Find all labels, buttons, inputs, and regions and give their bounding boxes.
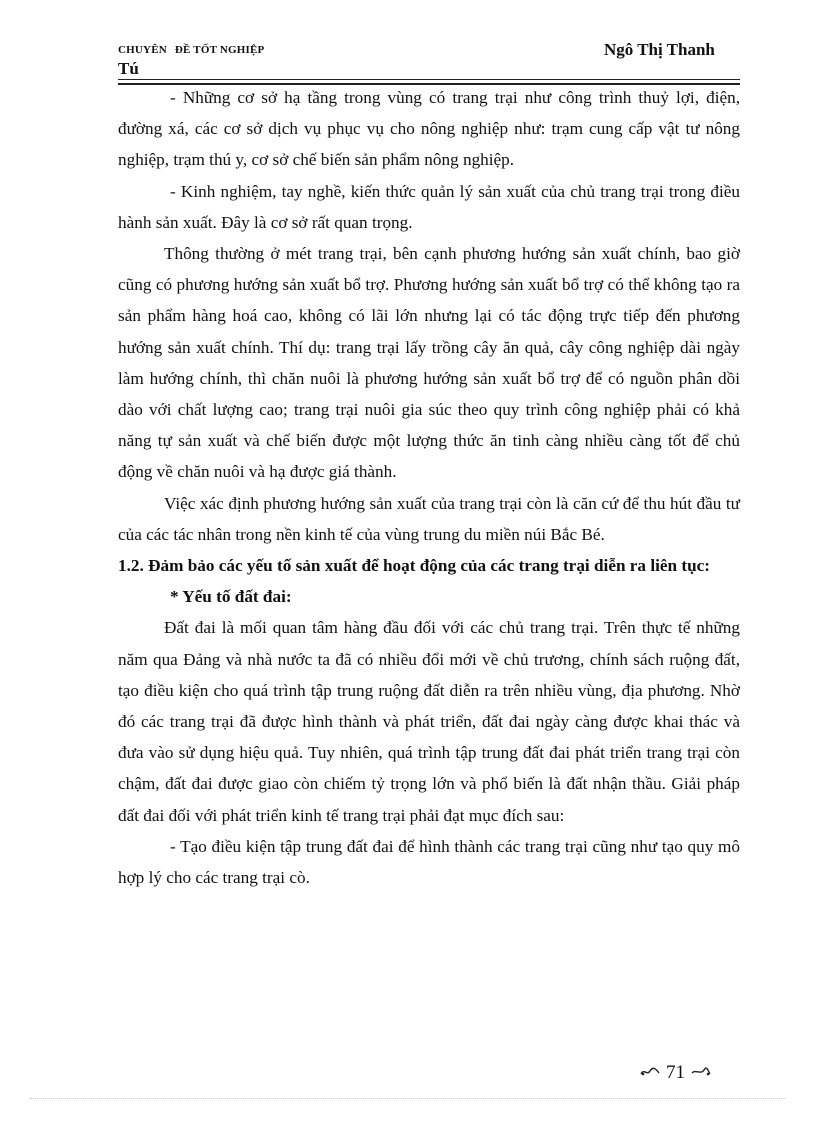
header-document-type [118,44,264,56]
header-document-type-part1: CHUYÊN [118,44,167,56]
paragraph-land-concentration: - Tạo điều kiện tập trung đất đai để hình thành các trang trại cũng như tạo quy mô hợp lý cho các trang trại cò. [118,836,740,888]
subsection-heading: * Yếu tố đất đai: [170,587,292,607]
section-heading: 1.2. Đảm bảo các yếu tố sản xuất để hoạt động của các trang trại diễn ra liên tục: [118,556,710,576]
page-body [118,82,740,893]
header-author-name: Ngô Thị Thanh [604,40,715,59]
paragraph-experience: - Kinh nghiệm, tay nghề, kiến thức quản lý sản xuất của chủ trang trại trong điều hành sản xuất. Đây là cơ sở rất quan trọng. [118,181,740,232]
paragraph-supporting-direction: Thông thường ở mét trang trại, bên cạnh phương hướng sản xuất chính, bao giờ cũng có phương hướng sản xuất bổ trợ. Phương hướng sản xuất bổ trợ có thể không tạo ra sản phẩm hàng hoá cao, không có lãi lớn nhưng lại có tác động trực tiếp đến phương hướng sản xuất chính. Thí dụ: trang trại lấy trồng cây ăn quả, cây công nghiệp dài ngày làm hướng chính, thì chăn nuôi là phương hướng sản xuất bổ trợ để có nguồn phân dồi dào với chất lượng cao; trang trại nuôi gia súc theo quy trình công nghiệp phải có khả năng tự sản xuất và chế biến được một lượng thức ăn tinh càng nhiều càng tốt để chủ động về chăn nuôi và hạ được giá thành. [118,244,740,482]
paragraph-investment: Việc xác định phương hướng sản xuất của trang trại còn là căn cứ để thu hút đầu tư của các tác nhân trong nền kinh tế của vùng trung du miền núi Bắc Bé. [118,493,740,544]
page-bottom-dotted-line [30,1098,786,1099]
header-author-name-continued: Tú [118,59,139,78]
paragraph-land: Đất đai là mối quan tâm hàng đầu đối với các chủ trang trại. Trên thực tế những năm qua Đảng và nhà nước ta đã có nhiều đổi mới về chủ trương, chính sách ruộng đất, tạo điều kiện cho quá trình tập trung ruộng đất diễn ra trên nhiều vùng, địa phương. Nhờ đó các trang trại đã được hình thành và phát triển, đất đai ngày càng được khai thác và đưa vào sử dụng hiệu quả. Tuy nhiên, quá trình tập trung đất đai phát triển trang trại còn chậm, đất đai được giao còn chiếm tỷ trọng lớn và phổ biến là đất nhận thầu. Giải pháp đất đai đối với phát triển kinh tế trang trại phải đạt mục đích sau: [118,618,740,825]
page-number: 71 [666,1062,685,1083]
paragraph-infrastructure: - Những cơ sở hạ tầng trong vùng có trang trại như công trình thuỷ lợi, điện, đường xá, các cơ sở dịch vụ phục vụ cho nông nghiệp như: trạm cung cấp vật tư nông nghiệp, trạm thú y, cơ sở chế biến sản phẩm nông nghiệp. [118,88,740,170]
left-ornament-icon [640,1065,660,1082]
page-footer [640,1062,711,1084]
header-document-type-part2: ĐỀ TỐT NGHIỆP [174,44,265,56]
header-rule-thin [118,79,740,80]
right-ornament-icon [691,1065,711,1082]
